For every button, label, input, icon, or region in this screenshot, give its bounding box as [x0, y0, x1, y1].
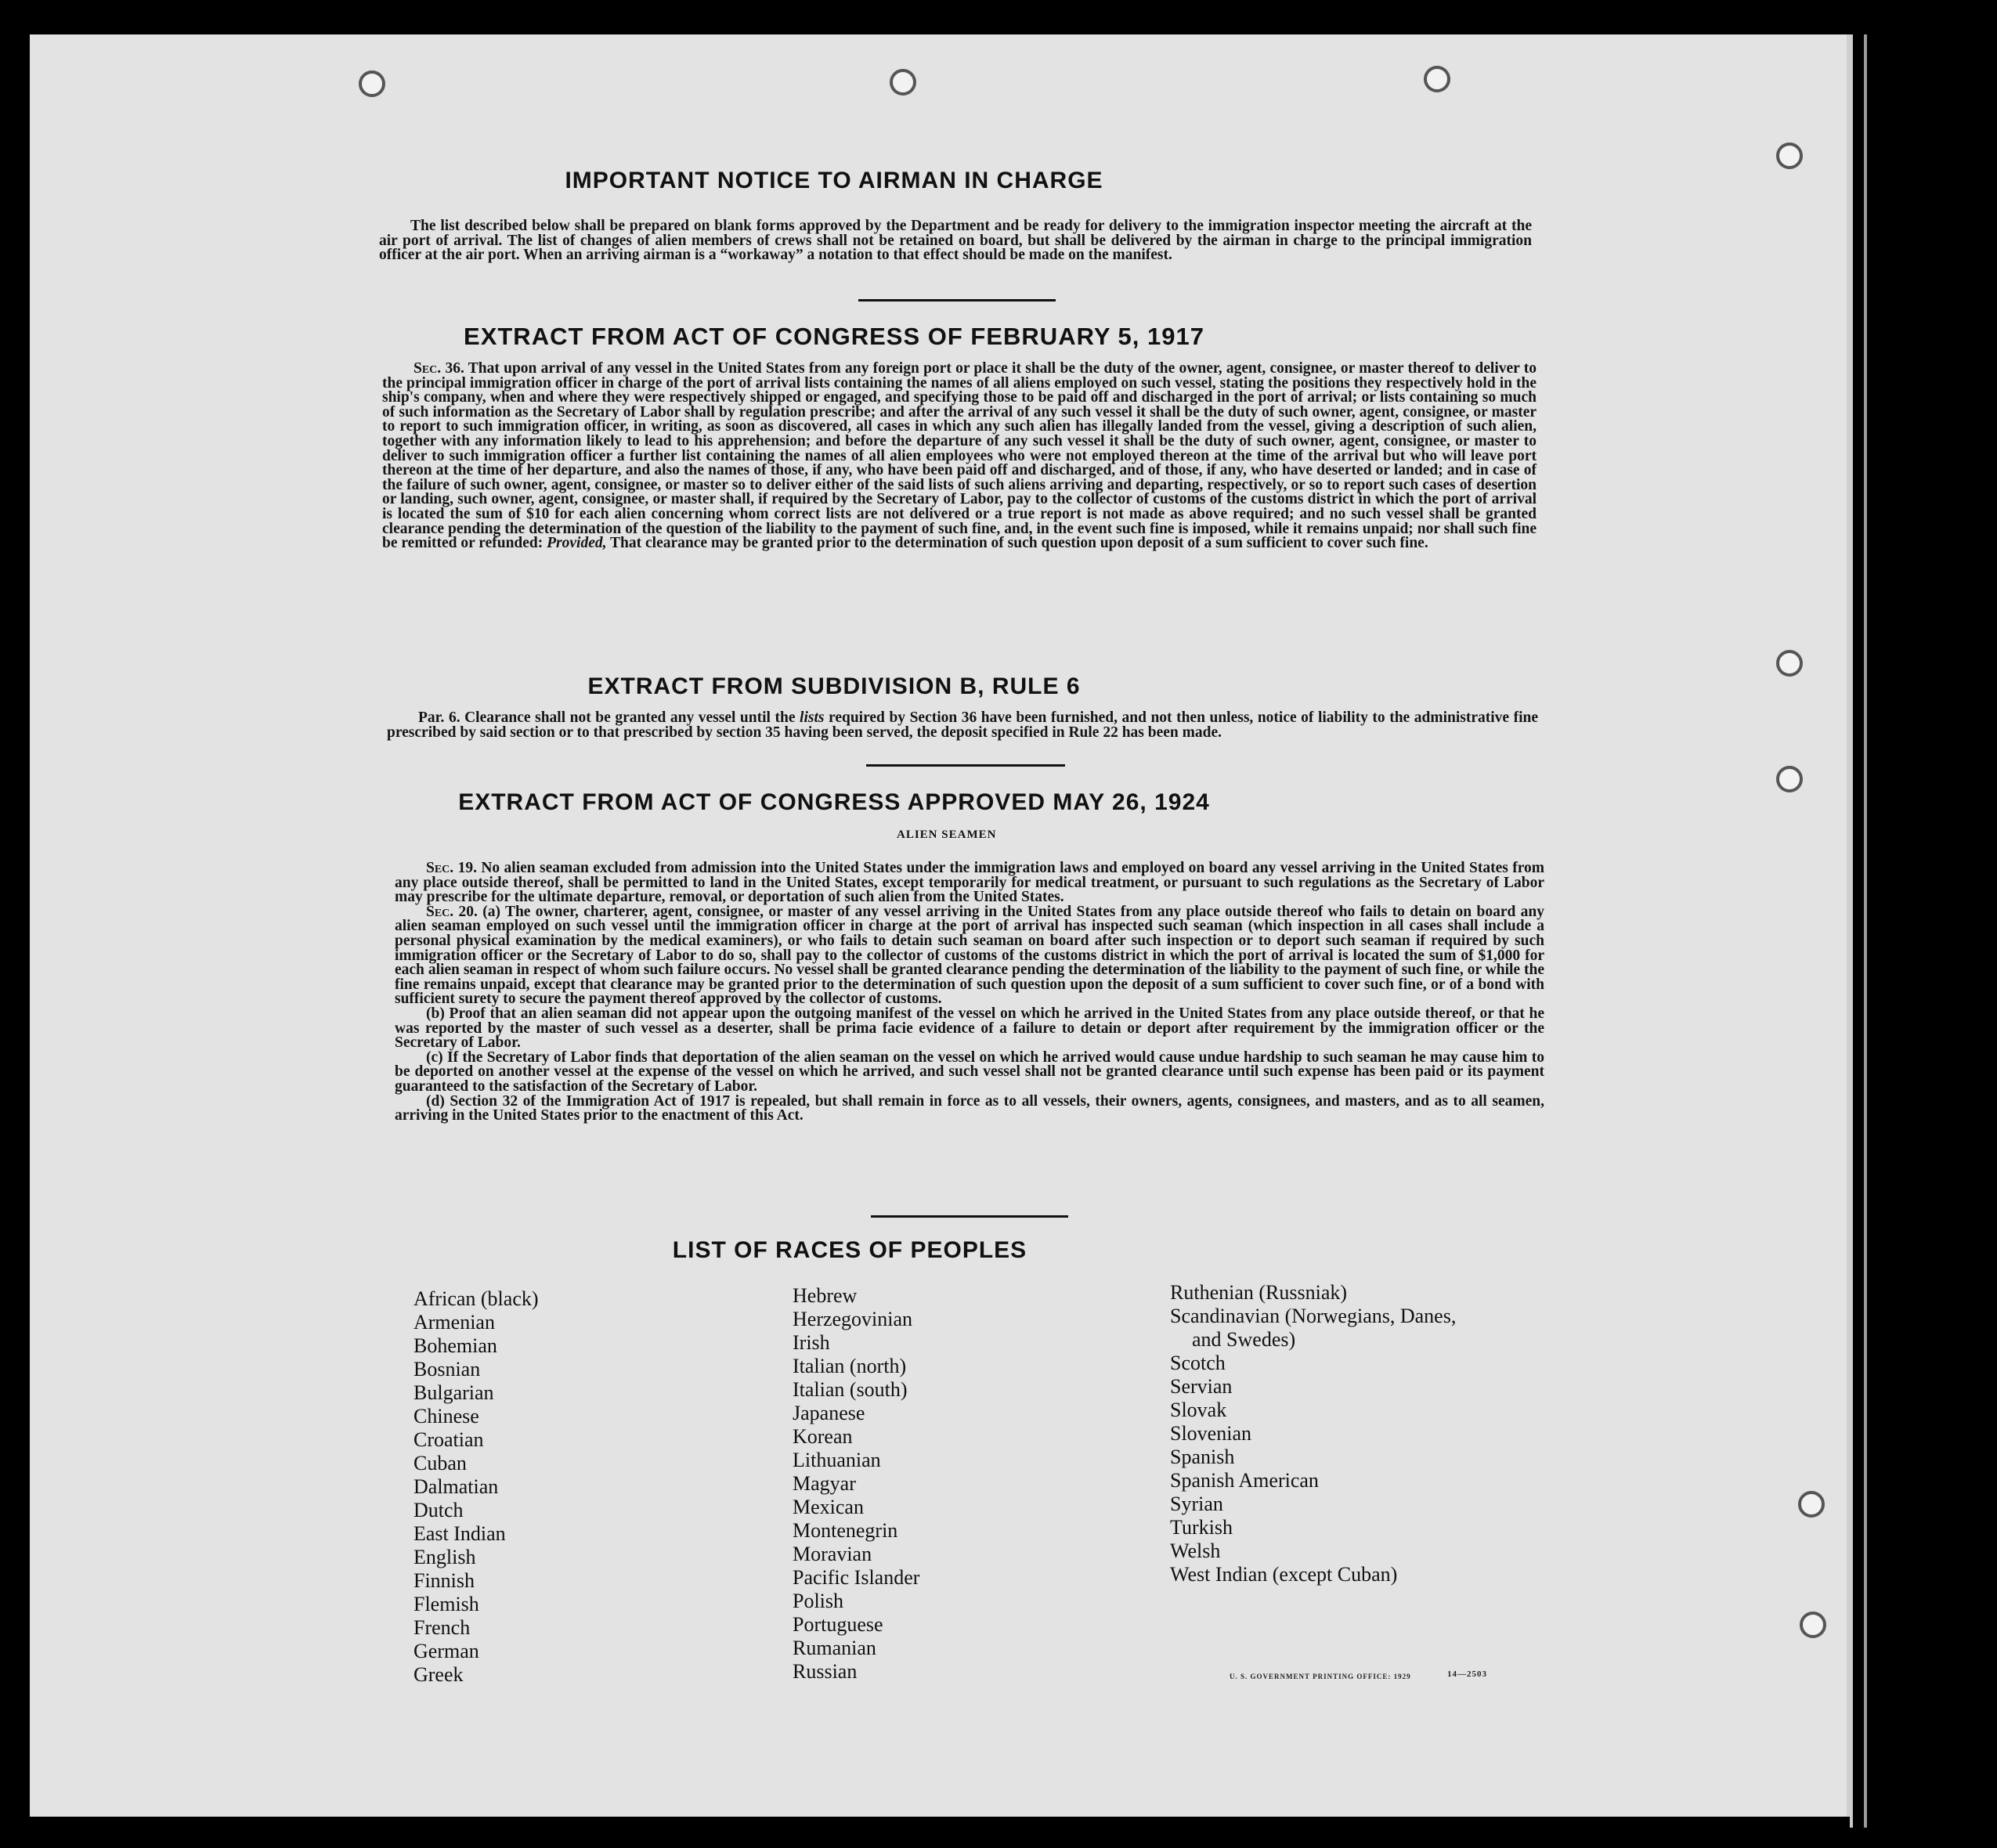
punch-hole-icon	[890, 69, 916, 96]
race-item: Spanish	[1170, 1446, 1235, 1468]
divider	[871, 1215, 1068, 1218]
act-1917-body	[382, 362, 1537, 551]
rule6-body	[387, 711, 1538, 740]
lists-word: lists	[800, 709, 825, 726]
race-item: Croatian	[413, 1428, 484, 1451]
act-1924-title: EXTRACT FROM ACT OF CONGRESS APPROVED MAY 26, 1924	[458, 789, 1210, 815]
rule6-title: EXTRACT FROM SUBDIVISION B, RULE 6	[587, 673, 1081, 699]
race-item: Welsh	[1170, 1539, 1221, 1562]
punch-hole-icon	[1776, 766, 1803, 792]
race-item: Montenegrin	[793, 1519, 898, 1542]
race-item: Cuban	[413, 1452, 467, 1474]
race-item: Scotch	[1170, 1352, 1226, 1374]
race-item: Spanish American	[1170, 1469, 1319, 1492]
race-item: Chinese	[413, 1405, 479, 1428]
races-title: LIST OF RACES OF PEOPLES	[672, 1237, 1027, 1263]
race-item: Japanese	[793, 1402, 865, 1424]
printer-imprint: U. S. GOVERNMENT PRINTING OFFICE: 1929	[1230, 1673, 1411, 1680]
punch-hole-icon	[359, 70, 385, 97]
race-item: Bohemian	[413, 1334, 497, 1357]
race-item: English	[413, 1546, 476, 1568]
par-6-text-end: required by Section 36 have been furnished, and not then unless, notice of liability to the administrative fine prescribed by said section or to that prescribed by section 35 having been served, the deposit specified in Rule 22 has been made.	[387, 709, 1539, 741]
race-item: Mexican	[793, 1496, 864, 1518]
provided-label: Provided,	[547, 535, 607, 552]
race-item: Korean	[793, 1425, 853, 1448]
form-number: 14—2503	[1447, 1669, 1487, 1679]
punch-hole-icon	[1424, 66, 1450, 92]
sec-20b-text: (b) Proof that an alien seaman did not appear upon the outgoing manifest of the vessel on which he arrived in the United States from any place outside thereof, or that he was reported by the master of such vessel as a deserter, shall be prima facie evidence of a failure to detain or deport after requirement by the immigration officer or the Secretary of Labor.	[395, 1005, 1544, 1052]
race-item-continued: and Swedes)	[1192, 1328, 1296, 1351]
race-item: Syrian	[1170, 1492, 1223, 1515]
sec-19-text: 19. No alien seaman excluded from admission into the United States under the immigration laws and employed on board any vessel arriving in the United States from any place outside thereof, shall be permitted to land in the United States, except temporarily for medical treatment, or pursuant to such regulations as the Secretary of Labor may prescribe for the ultimate departure, removal, or deportation of such alien from the United States.	[395, 860, 1545, 906]
race-item: Italian (south)	[793, 1378, 908, 1401]
race-item: West Indian (except Cuban)	[1170, 1563, 1398, 1586]
race-item: Lithuanian	[793, 1449, 881, 1471]
race-item: African (black)	[413, 1287, 539, 1310]
race-item: Italian (north)	[793, 1355, 907, 1377]
notice-paragraph: The list described below shall be prepared on blank forms approved by the Department and be ready for delivery to the immigration inspector meeting the aircraft at the air port of arrival. The list of changes of alien members of crews shall not be retained on board, but shall be delivered by the airman in charge to the principal immigration officer at the air port. When an arriving airman is a “workaway” a notation to that effect should be made on the manifest.	[379, 218, 1532, 264]
alien-seamen-subtitle: ALIEN SEAMEN	[897, 828, 997, 841]
punch-hole-icon	[1776, 143, 1803, 169]
race-item: Flemish	[413, 1593, 479, 1615]
notice-body	[379, 219, 1532, 263]
race-item: East Indian	[413, 1522, 506, 1545]
sec-20d-text: (d) Section 32 of the Immigration Act of 1917 is repealed, but shall remain in force as to all vessels, their owners, agents, consignees, and masters, and as to all seamen, arriving in the United States prior to the enactment of this Act.	[395, 1092, 1544, 1124]
race-item: Bosnian	[413, 1358, 481, 1381]
race-item: Scandinavian (Norwegians, Danes,	[1170, 1305, 1457, 1327]
par-6-text: Par. 6. Clearance shall not be granted any vessel until the	[418, 709, 796, 726]
race-item: Russian	[793, 1660, 858, 1683]
race-item: Slovenian	[1170, 1422, 1251, 1445]
races-column-2	[793, 1284, 919, 1684]
sec-20c-text: (c) If the Secretary of Labor finds that deportation of the alien seaman on the vessel on which he arrived would cause undue hardship to such seaman he may cause him to be deported on another vessel at the expense of the vessel on which he arrived, and such vessel shall not be granted clearance until such expense has been paid or its payment guaranteed to the satisfaction of the Secretary of Labor.	[395, 1049, 1544, 1095]
race-item: Rumanian	[793, 1637, 876, 1659]
race-item: Finnish	[413, 1569, 475, 1592]
race-item: Slovak	[1170, 1399, 1227, 1421]
divider	[858, 299, 1056, 301]
divider	[866, 764, 1065, 767]
race-item: Irish	[793, 1331, 830, 1354]
race-item: Servian	[1170, 1375, 1233, 1398]
race-item: Armenian	[413, 1311, 495, 1334]
races-column-3	[1170, 1281, 1456, 1586]
sec-label: Sec.	[413, 360, 442, 377]
race-item: Portuguese	[793, 1613, 883, 1636]
race-item: Dalmatian	[413, 1475, 499, 1498]
races-column-1	[413, 1287, 539, 1687]
sec-label: Sec.	[426, 860, 454, 876]
sec-20a-text: 20. (a) The owner, charterer, agent, consignee, or master of any vessel arriving in the United States from any place outside thereof who fails to detain on board any alien seaman employed on such vessel until the immigration officer in charge at the port of arrival has inspected such seaman (which inspection in all cases shall include a personal physical examination by the medical examiners), or who fails to detain such seaman on board after such inspection or to deport such seaman if required by such immigration officer or the Secretary of Labor to do so, shall pay to the collector of customs of the customs district in which the port of arrival is located the sum of $1,000 for each alien seaman in respect of whom such failure occurs. No vessel shall be granted clearance pending the determination of the liability to the payment of such fine, or while the fine remains unpaid, except that clearance may be granted prior to the determination of such question upon the deposit of a sum sufficient to cover such fine, or of a bond with sufficient surety to secure the payment thereof approved by the collector of customs.	[395, 903, 1544, 1008]
punch-hole-icon	[1800, 1612, 1826, 1638]
race-item: Moravian	[793, 1543, 872, 1565]
race-item: French	[413, 1616, 471, 1639]
race-item: Dutch	[413, 1499, 464, 1521]
punch-hole-icon	[1798, 1491, 1825, 1518]
race-item: Turkish	[1170, 1516, 1233, 1539]
race-item: Polish	[793, 1590, 844, 1612]
race-item: Hebrew	[793, 1284, 858, 1307]
race-item: Ruthenian (Russniak)	[1170, 1281, 1348, 1304]
act-1924-body	[395, 861, 1544, 1124]
race-item: Greek	[413, 1663, 464, 1686]
race-item: Pacific Islander	[793, 1566, 920, 1589]
act-1917-title: EXTRACT FROM ACT OF CONGRESS OF FEBRUARY 5, 1917	[464, 323, 1204, 350]
sec-36-end: That clearance may be granted prior to the determination of such question upon deposit of a sum sufficient to cover such fine.	[610, 535, 1428, 552]
punch-hole-icon	[1776, 650, 1803, 677]
race-item: Herzegovinian	[793, 1308, 913, 1330]
race-item: German	[413, 1640, 479, 1662]
race-item: Bulgarian	[413, 1381, 494, 1404]
race-item: Magyar	[793, 1472, 856, 1495]
sec-36-text: 36. That upon arrival of any vessel in the United States from any foreign port or place it shall be the duty of the owner, agent, consignee, or master thereof to deliver to the principal immigration officer in charge of the port of arrival lists containing the names of all aliens employed on such vessel, stating the positions they respectively hold in the ship's company, when and where they were respectively shipped or engaged, and specifying those to be paid off and discharged in the port of arrival; or lists containing so much of such information as the Secretary of Labor shall by regulation prescribe; and after the arrival of any such vessel it shall be the duty of such owner, agent, consignee, or master to report to such immigration officer, in writing, as soon as discovered, all cases in which any such alien has illegally landed from the vessel, giving a description of such alien, together with any information likely to lead to his apprehension; and before the departure of any such vessel it shall be the duty of such owner, agent, consignee, or master to deliver to such immigration officer a further list containing the names of all alien employees who were not employed thereon at the time of the arrival but who will leave port thereon at the time of her departure, and also the names of those, if any, who have been paid off and discharged, and of those, if any, who have deserted or landed; and in case of the failure of such owner, agent, consignee, or master so to deliver either of the said lists of such aliens arriving and departing, respectively, or so to report such cases of desertion or landing, such owner, agent, consignee, or master shall, if required by the Secretary of Labor, pay to the collector of customs of the customs district in which the port of arrival is located the sum of $10 for each alien concerning whom correct lists are not delivered or a true report is not made as above required; and no such vessel shall be granted clearance pending the determination of the question of the liability to the payment of such fine, and, in the event such fine is imposed, while it remains unpaid; nor shall such fine be remitted or refunded:	[382, 360, 1537, 552]
notice-title: IMPORTANT NOTICE TO AIRMAN IN CHARGE	[565, 168, 1103, 193]
paper-edge-2	[1864, 34, 1867, 1828]
sec-label: Sec.	[426, 903, 454, 920]
